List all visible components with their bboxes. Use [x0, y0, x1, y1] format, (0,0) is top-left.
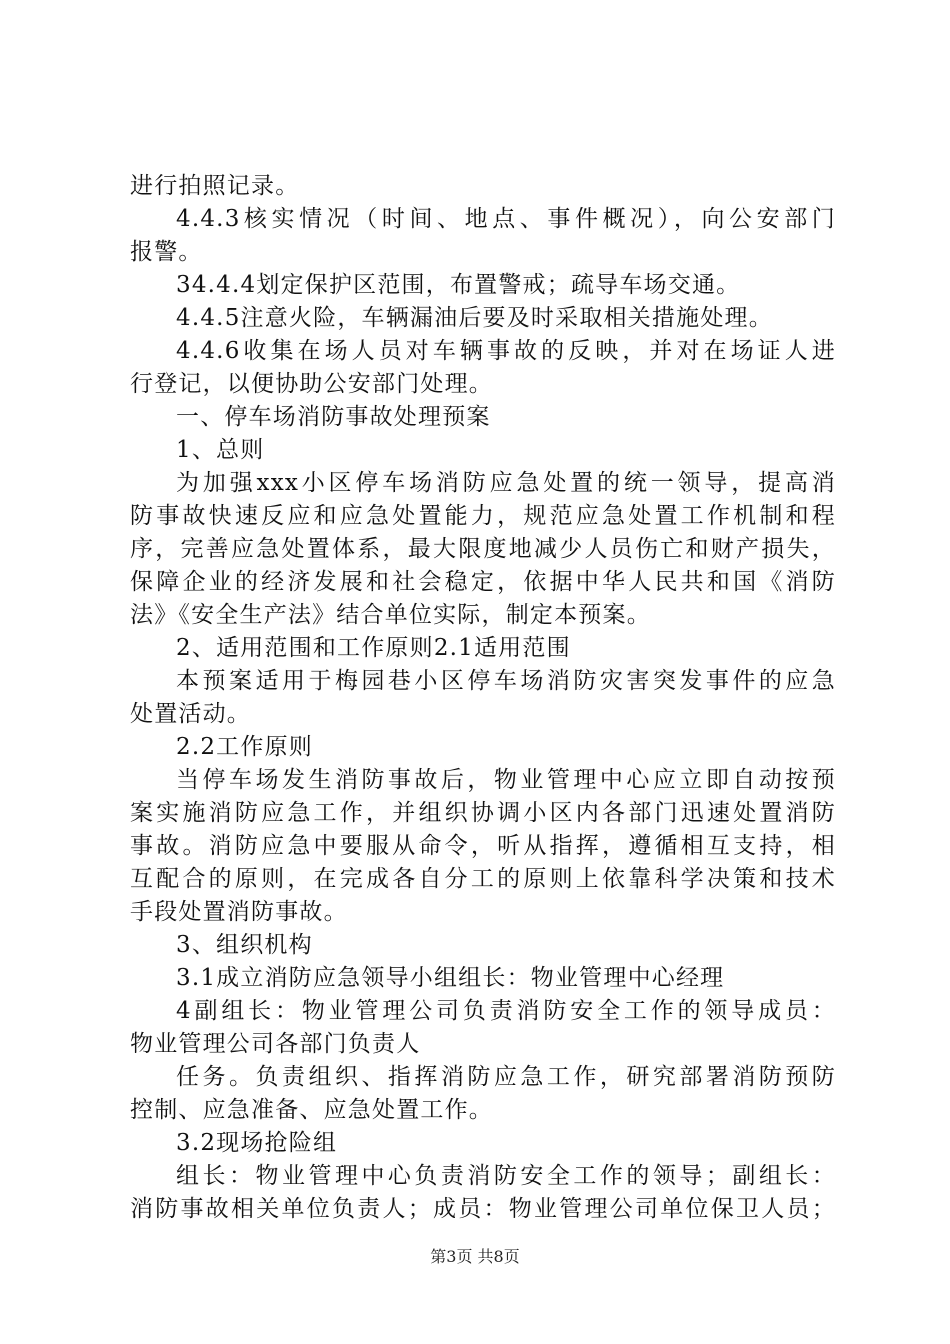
document-body — [130, 170, 836, 1226]
text-line: 进行拍照记录。 — [130, 173, 300, 199]
section-heading: 3、组织机构 — [176, 932, 313, 958]
text-line: 4副组长：物业管理公司负责消防安全工作的领导成员： — [176, 998, 836, 1024]
text-line: 4.4.5注意火险，车辆漏油后要及时采取相关措施处理。 — [176, 305, 773, 331]
text-line: 事故。消防应急中要服从命令，听从指挥，遵循相互支持，相 — [130, 833, 836, 859]
page-footer: 第3页 共8页 — [430, 1247, 520, 1266]
text-line: 34.4.4划定保护区范围，布置警戒；疏导车场交通。 — [176, 272, 741, 298]
text-line: 控制、应急准备、应急处置工作。 — [130, 1097, 493, 1123]
text-line: 防事故快速反应和应急处置能力，规范应急处置工作机制和程 — [130, 503, 836, 529]
text-line: 保障企业的经济发展和社会稳定，依据中华人民共和国《消防 — [130, 569, 836, 595]
text-line: 案实施消防应急工作，并组织协调小区内各部门迅速处置消防 — [130, 800, 836, 826]
text-line: 物业管理公司各部门负责人 — [130, 1031, 421, 1057]
text-line: 手段处置消防事故。 — [130, 899, 348, 925]
section-heading: 一、停车场消防事故处理预案 — [176, 404, 491, 430]
section-heading: 3.2现场抢险组 — [176, 1130, 338, 1156]
text-line: 法》《安全生产法》结合单位实际，制定本预案。 — [130, 602, 651, 628]
text-line: 处置活动。 — [130, 701, 251, 727]
text-line: 本预案适用于梅园巷小区停车场消防灾害突发事件的应急 — [176, 668, 836, 694]
section-heading: 1、总则 — [176, 437, 265, 463]
text-line: 行登记，以便协助公安部门处理。 — [130, 371, 493, 397]
section-heading: 2.2工作原则 — [176, 734, 313, 760]
text-line: 消防事故相关单位负责人；成员：物业管理公司单位保卫人员； — [130, 1196, 836, 1222]
text-line: 互配合的原则，在完成各自分工的原则上依靠科学决策和技术 — [130, 866, 836, 892]
text-line: 当停车场发生消防事故后，物业管理中心应立即自动按预 — [176, 767, 836, 793]
text-line: 组长：物业管理中心负责消防安全工作的领导；副组长： — [176, 1163, 836, 1189]
text-line: 3.1成立消防应急领导小组组长：物业管理中心经理 — [176, 965, 725, 991]
text-line: 报警。 — [130, 239, 203, 265]
text-line: 序，完善应急处置体系，最大限度地减少人员伤亡和财产损失， — [130, 536, 836, 562]
text-line: 4.4.6收集在场人员对车辆事故的反映，并对在场证人进 — [176, 338, 836, 364]
text-line: 任务。负责组织、指挥消防应急工作，研究部署消防预防 — [176, 1064, 836, 1090]
text-line: 4.4.3核实情况（时间、地点、事件概况），向公安部门 — [176, 206, 836, 232]
section-heading: 2、适用范围和工作原则2.1适用范围 — [176, 635, 571, 661]
text-line: 为加强xxx小区停车场消防应急处置的统一领导，提高消 — [176, 470, 836, 496]
